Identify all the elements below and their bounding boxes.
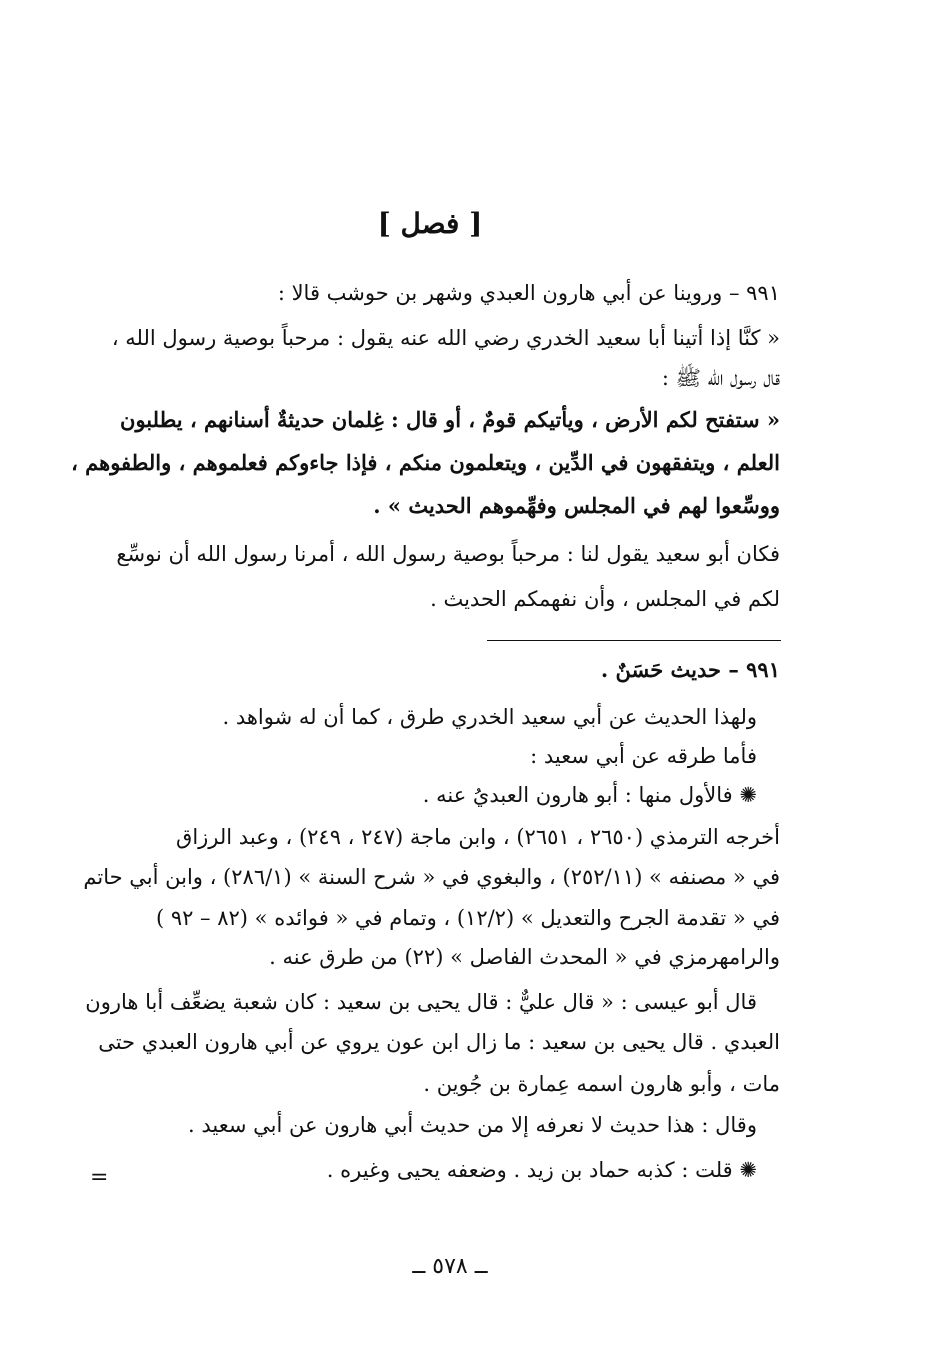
- main-line-7: فكان أبو سعيد يقول لنا : مرحباً بوصية رسول الله ، أمرنا رسول الله أن نوسِّع: [116, 542, 780, 566]
- main-line-5: العلم ، ويتفقهون في الدِّين ، ويتعلمون منكم ، فإذا جاءوكم فعلموهم ، والطفوهم ،: [71, 450, 780, 475]
- note-line-12: وقال : هذا حديث لا نعرفه إلا من حديث أبي هارون عن أبي سعيد .: [188, 1113, 757, 1137]
- note-line-10: العبدي . قال يحيى بن سعيد : ما زال ابن عون يروي عن أبي هارون العبدي حتى: [98, 1030, 780, 1054]
- note-line-13-text: قلت : كذبه حماد بن زيد . وضعفه يحيى وغيره .: [326, 1158, 733, 1182]
- note-line-6: في « مصنفه » (٢٥٢/١١) ، والبغوي في « شرح السنة » (٢٨٦/١) ، وابن أبي حاتم: [83, 865, 780, 889]
- main-line-8: لكم في المجلس ، وأن نفهمكم الحديث .: [430, 587, 780, 611]
- main-line-6: ووسِّعوا لهم في المجلس وفهِّموهم الحديث » .: [373, 493, 780, 518]
- continuation-mark: =: [90, 1165, 109, 1190]
- page-number: ــ ٥٧٨ ــ: [412, 1254, 488, 1279]
- note-line-1: ٩٩١ – حديث حَسَنٌ .: [600, 657, 780, 682]
- note-line-2: ولهذا الحديث عن أبي سعيد الخدري طرق ، كما أن له شواهد .: [222, 705, 757, 729]
- note-line-11: مات ، وأبو هارون اسمه عِمارة بن جُوين .: [423, 1072, 780, 1096]
- main-line-3: قال رسول الله ﷺ :: [661, 366, 780, 390]
- note-line-13: [327, 1155, 757, 1185]
- main-line-4: « ستفتح لكم الأرض ، ويأتيكم قومٌ ، أو قال : غِلمان حديثةٌ أسنانهم ، يطلبون: [120, 407, 780, 432]
- note-line-4: [423, 780, 757, 810]
- note-line-5: أخرجه الترمذي (٢٦٥٠ ، ٢٦٥١) ، وابن ماجة (٢٤٧ ، ٢٤٩) ، وعبد الرزاق: [176, 825, 780, 849]
- star-icon: ✺: [739, 1158, 757, 1182]
- note-line-4-text: فالأول منها : أبو هارون العبديُ عنه .: [422, 783, 733, 807]
- footnote-divider: [487, 640, 781, 641]
- note-line-7: في « تقدمة الجرح والتعديل » (١٢/٢) ، وتمام في « فوائده » (٨٢ – ٩٢ ): [155, 906, 780, 930]
- note-line-9: قال أبو عيسى : « قال عليٌّ : قال يحيى بن سعيد : كان شعبة يضعِّف أبا هارون: [85, 990, 757, 1014]
- note-line-8: والرامهرمزي في « المحدث الفاصل » (٢٢) من طرق عنه .: [269, 945, 780, 969]
- section-title: [ فصل ]: [377, 207, 483, 240]
- main-line-2: « كنَّا إذا أتينا أبا سعيد الخدري رضي الله عنه يقول : مرحباً بوصية رسول الله ،: [111, 326, 780, 350]
- main-line-1: ٩٩١ – وروينا عن أبي هارون العبدي وشهر بن حوشب قالا :: [277, 281, 780, 305]
- note-line-3: فأما طرقه عن أبي سعيد :: [530, 744, 757, 768]
- star-icon: ✺: [739, 783, 757, 807]
